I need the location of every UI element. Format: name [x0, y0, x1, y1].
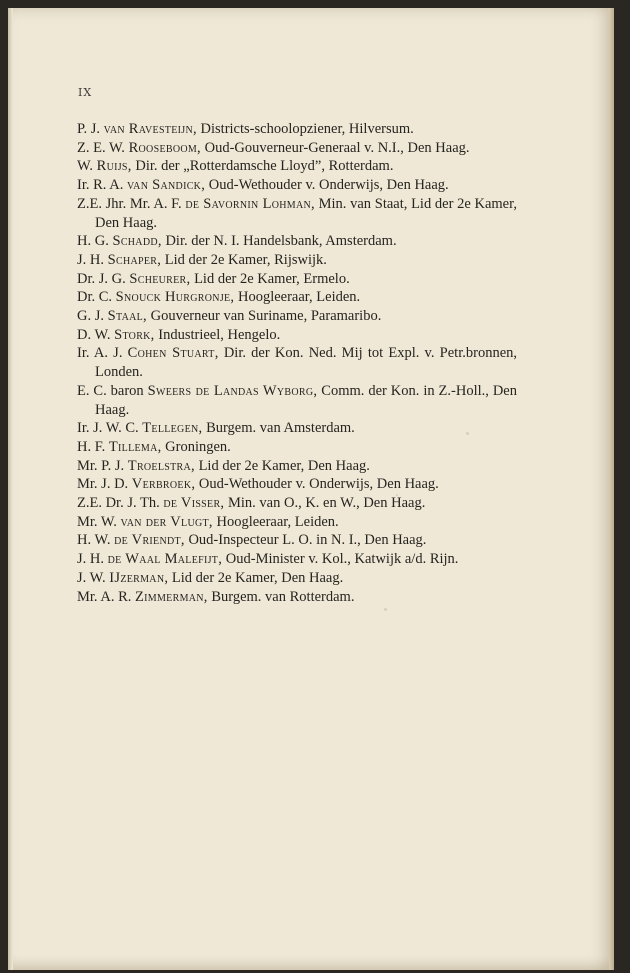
book-page [8, 8, 614, 970]
member-description: Oud-Minister v. Kol., Katwijk a/d. Rijn. [222, 551, 459, 568]
page-number: IX [78, 86, 93, 99]
member-surname: Ruijs, [96, 158, 132, 175]
member-description: Dir. der N. I. Handelsbank, Amsterdam. [161, 233, 397, 250]
member-description: Industrieel, Hengelo. [154, 326, 281, 343]
member-surname: Rooseboom, [128, 139, 201, 156]
member-surname: Verbroek, [131, 476, 196, 493]
member-initials: H. F. [77, 438, 109, 455]
member-surname: de Visser, [163, 495, 225, 512]
member-surname: Snouck Hurgronje, [115, 289, 235, 306]
member-initials: G. J. [77, 308, 108, 325]
member-surname: IJzerman, [109, 569, 169, 586]
member-initials: Z.E. Jhr. Mr. A. F. [77, 195, 186, 212]
member-surname: van der Vlugt, [120, 513, 213, 530]
member-entry [77, 382, 517, 419]
member-list [77, 120, 517, 606]
member-initials: Ir. A. J. [77, 345, 128, 362]
paper-speck [466, 432, 469, 435]
member-entry [77, 531, 517, 550]
member-entry [77, 475, 517, 494]
member-initials: Ir. R. A. [77, 177, 127, 194]
member-entry [77, 270, 517, 289]
member-surname: Staal, [107, 308, 147, 325]
paper-speck [396, 494, 398, 496]
member-entry [77, 157, 517, 176]
member-initials: J. H. [77, 551, 108, 568]
member-description: Hoogleeraar, Leiden. [212, 513, 339, 530]
member-initials: J. H. [77, 251, 108, 268]
member-surname: Cohen Stuart, [127, 345, 219, 362]
member-entry [77, 176, 517, 195]
member-initials: J. W. [77, 569, 110, 586]
member-entry [77, 550, 517, 569]
member-initials: Mr. P. J. [77, 457, 128, 474]
member-initials: H. G. [77, 233, 113, 250]
member-description: Lid der 2e Kamer, Rijswijk. [161, 251, 327, 268]
member-surname: Zimmerman, [135, 588, 208, 605]
page-gutter [8, 8, 13, 970]
member-surname: van Sandick, [126, 177, 206, 194]
member-description: Dir. der „Rotterdamsche Lloyd”, Rotterdam. [131, 158, 394, 175]
member-surname: Troelstra, [127, 457, 195, 474]
member-surname: de Waal Malefijt, [107, 551, 223, 568]
member-description: Lid der 2e Kamer, Ermelo. [190, 270, 350, 287]
member-surname: de Savornin Lohman, [185, 195, 315, 212]
member-entry [77, 139, 517, 158]
member-initials: Dr. C. [77, 289, 116, 306]
member-initials: Mr. W. [77, 513, 121, 530]
member-initials: Mr. A. R. [77, 588, 136, 605]
member-description: Comm. der Kon. in Z.-Holl., Den Haag. [95, 382, 517, 418]
member-initials: Z.E. Dr. J. Th. [77, 495, 164, 512]
member-surname: Schaper, [107, 251, 162, 268]
member-initials: Ir. J. W. C. [77, 420, 143, 437]
member-initials: Mr. J. D. [77, 476, 132, 493]
member-description: Min. van Staat, Lid der 2e Kamer, Den Haag. [95, 195, 517, 231]
member-description: Oud-Wethouder v. Onderwijs, Den Haag. [195, 476, 439, 493]
member-initials: W. [77, 158, 97, 175]
member-description: Oud-Gouverneur-Generaal v. N.I., Den Haag. [200, 139, 470, 156]
member-surname: Schadd, [112, 233, 162, 250]
member-entry [77, 120, 517, 139]
member-description: Districts-schoolopziener, Hilversum. [196, 121, 414, 137]
page-edge [609, 8, 614, 970]
member-initials: E. C. baron [77, 382, 148, 399]
member-surname: Stork, [114, 326, 155, 343]
member-entry [77, 195, 517, 232]
member-entry [77, 232, 517, 251]
member-entry [77, 588, 517, 607]
member-description: Oud-Inspecteur L. O. in N. I., Den Haag. [184, 532, 427, 549]
member-initials: P. J. [77, 121, 104, 137]
member-surname: de Vriendt, [114, 532, 185, 549]
member-description: Min. van O., K. en W., Den Haag. [224, 495, 426, 512]
member-entry [77, 438, 517, 457]
member-description: Oud-Wethouder v. Onderwijs, Den Haag. [205, 177, 449, 194]
member-entry [77, 288, 517, 307]
member-entry [77, 307, 517, 326]
member-description: Burgem. van Amsterdam. [202, 420, 355, 437]
member-entry [77, 569, 517, 588]
member-initials: D. W. [77, 326, 115, 343]
member-description: Lid der 2e Kamer, Den Haag. [168, 569, 344, 586]
member-description: Groningen. [161, 438, 231, 455]
member-initials: H. W. [77, 532, 115, 549]
member-description: Burgem. van Rotterdam. [207, 588, 355, 605]
member-surname: Tillema, [108, 438, 162, 455]
member-entry [77, 326, 517, 345]
member-entry [77, 419, 517, 438]
member-entry [77, 251, 517, 270]
member-entry [77, 494, 517, 513]
member-entry [77, 513, 517, 532]
member-description: Gouverneur van Suriname, Paramaribo. [146, 308, 382, 325]
member-description: Dir. der Kon. Ned. Mij tot Expl. v. Petr.bronnen, Londen. [95, 345, 518, 381]
member-surname: Tellegen, [142, 420, 203, 437]
member-surname: van Ravesteijn, [103, 121, 197, 137]
member-initials: Dr. J. G. [77, 270, 130, 287]
member-entry [77, 344, 517, 381]
paper-speck [384, 608, 387, 611]
member-surname: Sweers de Landas Wyborg, [147, 382, 318, 399]
member-description: Hoogleeraar, Leiden. [234, 289, 361, 306]
member-entry [77, 457, 517, 476]
member-surname: Scheurer, [129, 270, 191, 287]
member-description: Lid der 2e Kamer, Den Haag. [194, 457, 370, 474]
member-initials: Z. E. W. [77, 139, 129, 156]
